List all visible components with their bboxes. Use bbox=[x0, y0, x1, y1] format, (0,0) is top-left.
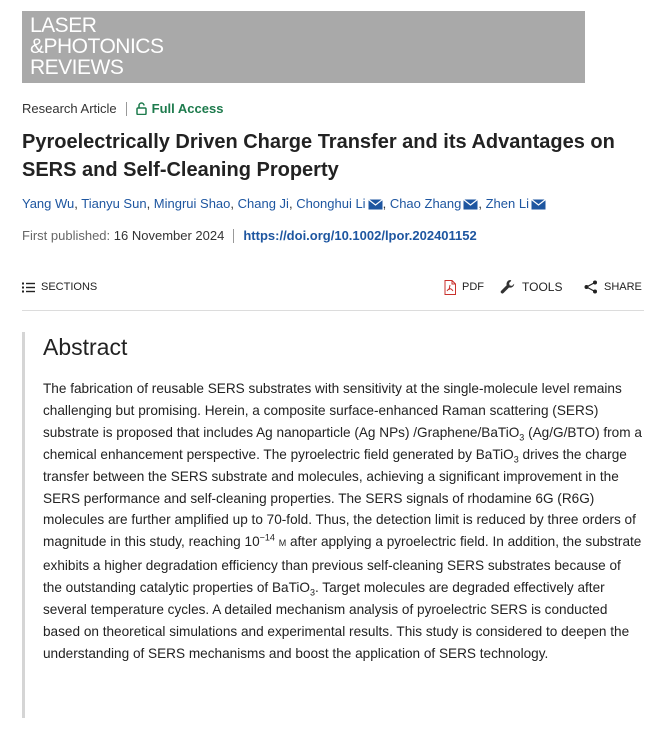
pdf-icon bbox=[444, 280, 456, 295]
doi-link[interactable]: https://doi.org/10.1002/lpor.202401152 bbox=[243, 228, 477, 243]
abstract-text-part: . Target molecules are degraded effectively after several temperature cycles. A detailed mechanism analysis of pyroelectric SERS is conducted based on theoretical simulations and experimental results. This study is considered to deepen the understanding of SERS mechanisms and boost the application of SERS technology. bbox=[43, 580, 630, 661]
logo-line: REVIEWS bbox=[30, 56, 124, 79]
separator: , bbox=[288, 196, 297, 211]
unit-label: M bbox=[278, 538, 287, 549]
abstract-text bbox=[43, 378, 643, 665]
meta-divider bbox=[233, 229, 234, 243]
author-link[interactable]: Yang Wu bbox=[22, 196, 75, 211]
email-icon[interactable] bbox=[463, 199, 478, 210]
share-label: SHARE bbox=[604, 281, 642, 293]
abstract-border bbox=[22, 332, 25, 718]
unlock-icon bbox=[136, 102, 147, 115]
pdf-label: PDF bbox=[462, 281, 484, 293]
email-icon[interactable] bbox=[531, 199, 546, 210]
author-link[interactable]: Mingrui Shao bbox=[153, 196, 231, 211]
meta-divider bbox=[126, 102, 127, 116]
access-badge bbox=[136, 101, 224, 116]
publication-info bbox=[22, 228, 477, 243]
access-label: Full Access bbox=[151, 101, 224, 116]
abstract-text-part: after applying a pyroelectric field. In addition, the substrate exhibits a higher degradation efficiency than previous self-cleaning SERS substrates because of the outstanding catalytic properties of BaTiO bbox=[43, 534, 642, 596]
author-list bbox=[22, 196, 546, 211]
author-link[interactable]: Chang Ji bbox=[237, 196, 289, 211]
wrench-icon bbox=[500, 279, 516, 295]
published-label: First published: bbox=[22, 228, 111, 243]
email-icon[interactable] bbox=[368, 199, 383, 210]
superscript: −14 bbox=[259, 532, 275, 543]
sections-button[interactable] bbox=[22, 276, 97, 298]
subscript: 3 bbox=[513, 454, 519, 465]
article-meta bbox=[22, 101, 223, 116]
separator: , bbox=[230, 196, 238, 211]
journal-logo-text bbox=[30, 15, 163, 78]
abstract-text-part: drives the charge transfer between the SERS substrate and molecules, achieving a significant improvement in the SERS performance and self-cleaning properties. The SERS signals of rhodamine 6G (R6G) molecules are further amplified up to 70-fold. Thus, the detection limit is reduced by three orders of magnitude in this study, reaching 10 bbox=[43, 446, 636, 550]
subscript: 3 bbox=[519, 432, 525, 443]
author-link[interactable]: Chonghui Li bbox=[296, 196, 366, 211]
sections-label: SECTIONS bbox=[41, 281, 98, 293]
logo-line: &PHOTONICS bbox=[30, 35, 164, 58]
separator: , bbox=[146, 196, 154, 211]
separator: , bbox=[382, 196, 390, 211]
abstract-text-part: (Ag/G/BTO) from a chemical enhancement perspective. The pyroelectric field generated by BaTiO bbox=[43, 424, 642, 462]
subscript: 3 bbox=[309, 587, 315, 598]
author-link[interactable]: Chao Zhang bbox=[389, 196, 462, 211]
share-button[interactable] bbox=[584, 276, 642, 298]
article-toolbar bbox=[22, 276, 644, 298]
published-date: 16 November 2024 bbox=[113, 228, 225, 243]
abstract-heading: Abstract bbox=[43, 334, 128, 360]
journal-logo[interactable] bbox=[22, 11, 585, 83]
abstract-text-part: The fabrication of reusable SERS substrates with sensitivity at the single-molecule level remains challenging but promising. Herein, a composite surface-enhanced Raman scattering (SERS) substrate is proposed that includes Ag nanoparticle (Ag NPs) /Graphene/BaTiO bbox=[43, 381, 622, 440]
article-title: Pyroelectrically Driven Charge Transfer and its Advantages on SERS and Self-Cleaning Property bbox=[22, 131, 615, 181]
article-type: Research Article bbox=[22, 101, 117, 116]
separator: , bbox=[74, 196, 82, 211]
separator: , bbox=[478, 196, 486, 211]
share-icon bbox=[584, 280, 598, 294]
author-link[interactable]: Tianyu Sun bbox=[81, 196, 147, 211]
tools-button[interactable] bbox=[500, 276, 562, 298]
pdf-button[interactable] bbox=[444, 276, 484, 298]
list-icon bbox=[22, 282, 35, 293]
divider bbox=[22, 310, 644, 311]
author-link[interactable]: Zhen Li bbox=[485, 196, 529, 211]
tools-label: TOOLS bbox=[522, 280, 563, 294]
logo-line: LASER bbox=[30, 14, 97, 37]
